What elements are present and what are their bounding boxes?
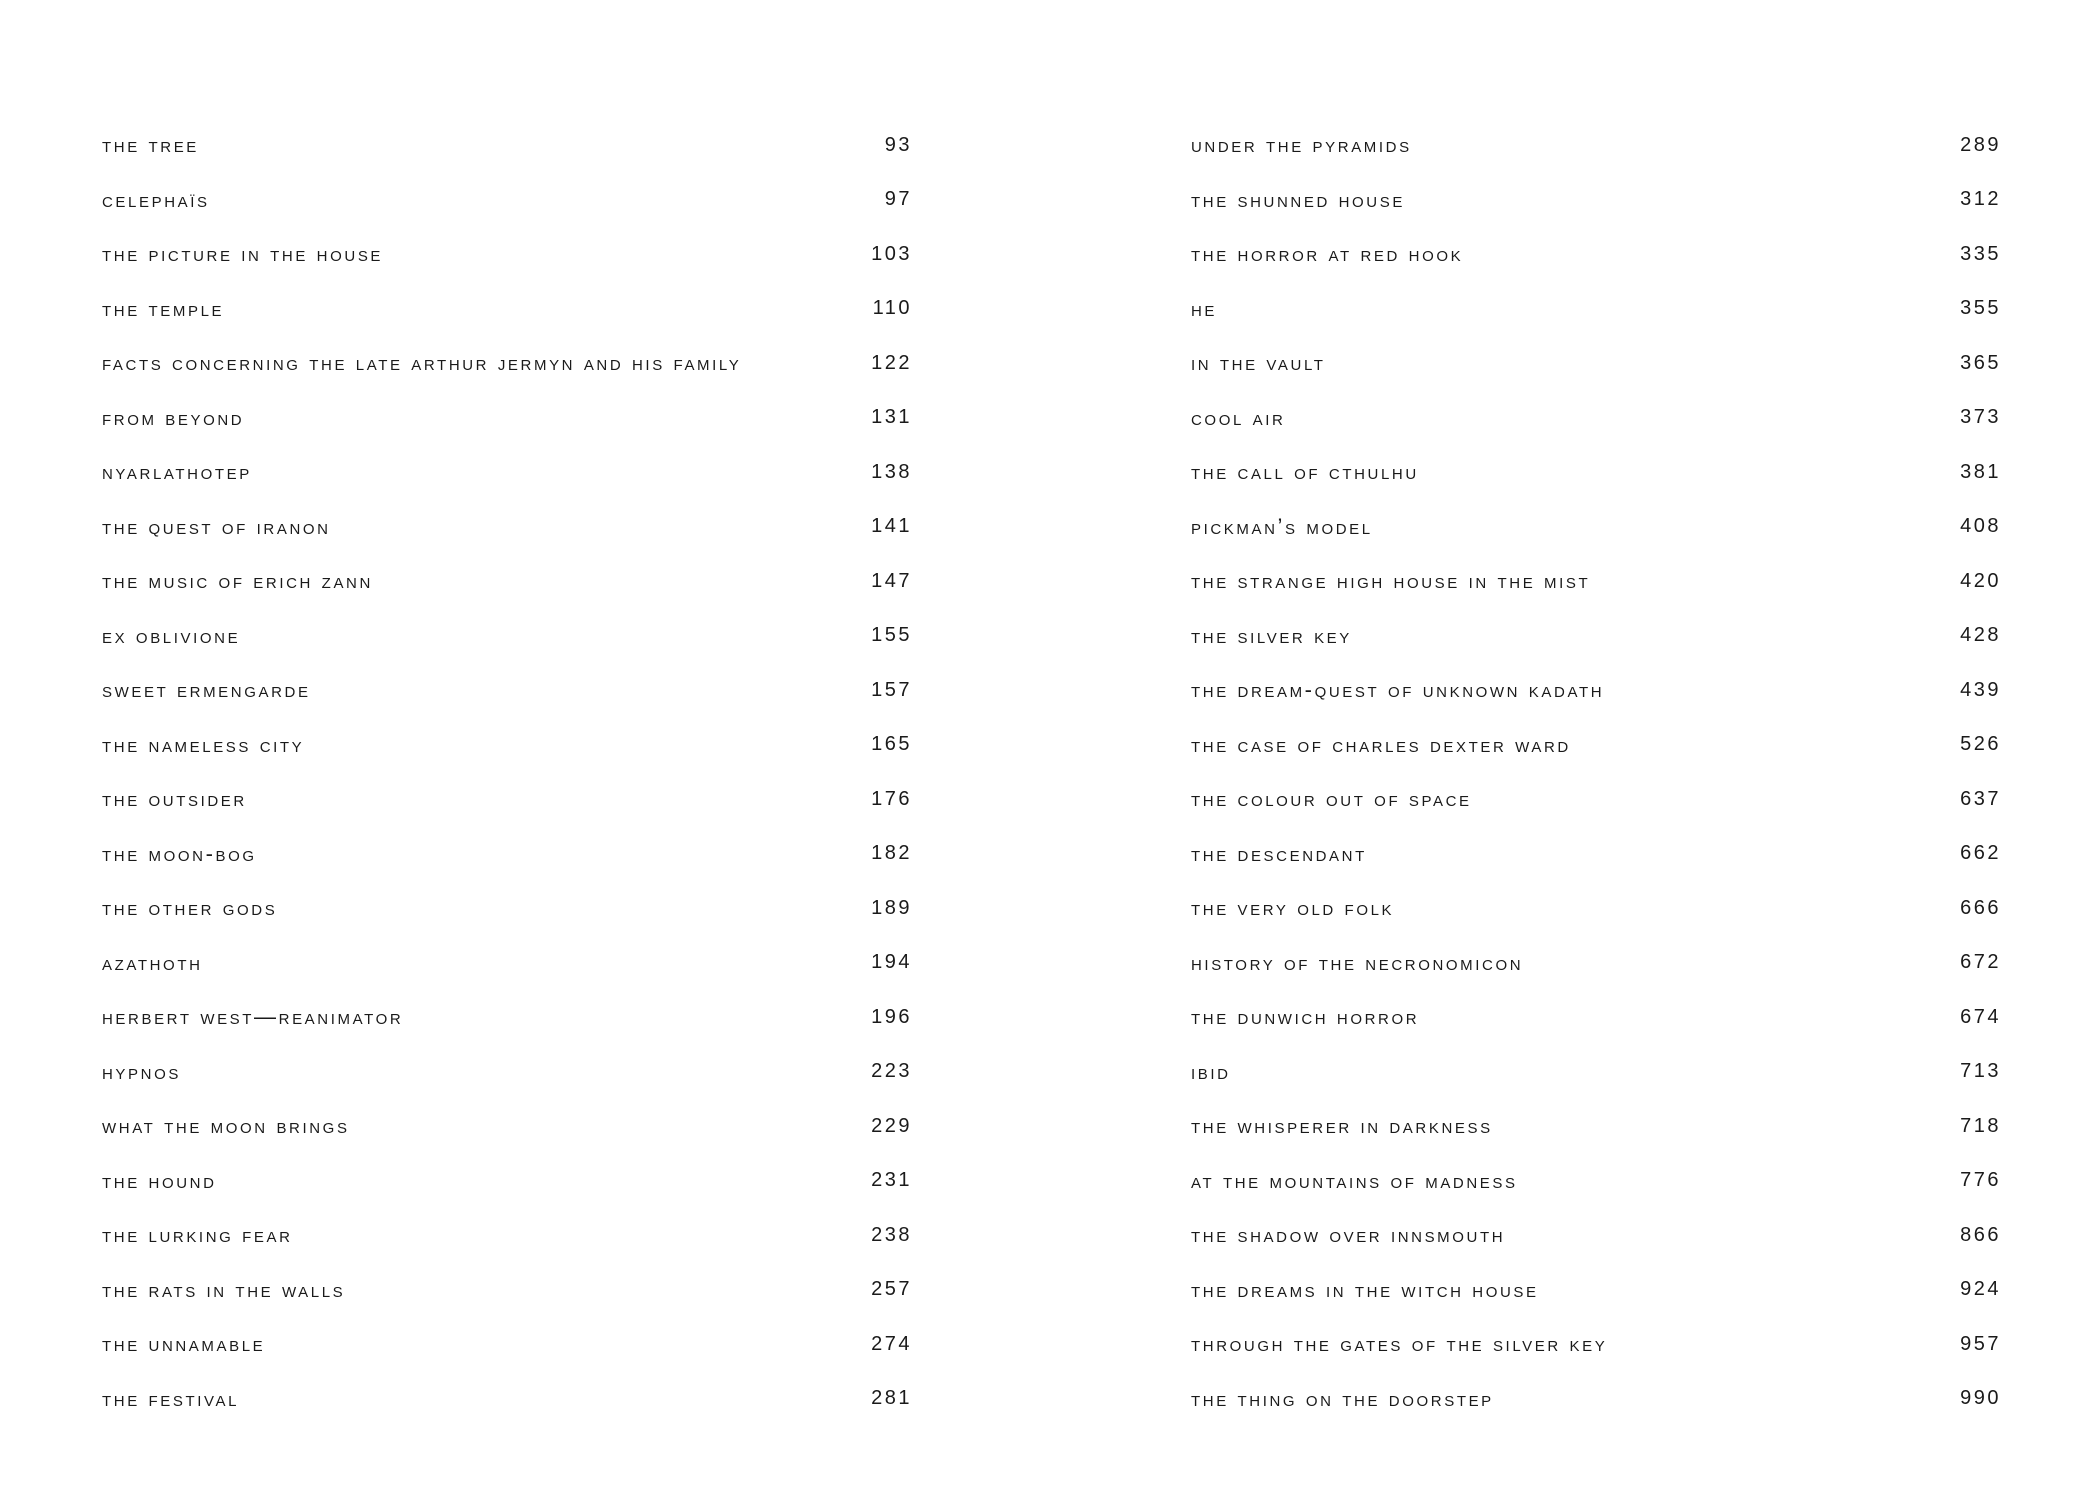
toc-entry-page-number: 274 — [871, 1332, 912, 1355]
toc-entry-page-number: 674 — [1960, 1005, 2001, 1028]
toc-entry[interactable] — [102, 227, 912, 282]
toc-entry-title: the dreams in the witch house — [1191, 1276, 1539, 1302]
toc-entry-page-number: 672 — [1960, 951, 2001, 974]
toc-entry-page-number: 141 — [871, 515, 912, 538]
toc-entry-page-number: 381 — [1960, 460, 2001, 483]
toc-entry-page-number: 281 — [871, 1387, 912, 1410]
toc-entry[interactable] — [1191, 772, 2001, 827]
toc-entry-title: the lurking fear — [102, 1222, 293, 1248]
toc-entry-title: the festival — [102, 1385, 240, 1411]
toc-entry[interactable] — [102, 663, 912, 718]
toc-entry-title: in the vault — [1191, 350, 1326, 376]
toc-entry[interactable] — [1191, 336, 2001, 391]
toc-entry-title: the other gods — [102, 895, 278, 921]
toc-left-column — [102, 118, 912, 1426]
toc-entry[interactable] — [1191, 445, 2001, 500]
toc-entry-page-number: 335 — [1960, 242, 2001, 265]
toc-entry[interactable] — [1191, 1208, 2001, 1263]
toc-entry-title: the music of erich zann — [102, 568, 373, 594]
toc-entry[interactable] — [102, 990, 912, 1045]
toc-entry[interactable] — [102, 1045, 912, 1100]
toc-entry-title: the unnamable — [102, 1331, 266, 1357]
toc-entry[interactable] — [1191, 990, 2001, 1045]
toc-entry-page-number: 373 — [1960, 406, 2001, 429]
toc-entry-title: the dream-quest of unknown kadath — [1191, 677, 1605, 703]
toc-entry-page-number: 231 — [871, 1169, 912, 1192]
toc-entry-title: the call of cthulhu — [1191, 459, 1419, 485]
toc-entry-title: under the pyramids — [1191, 132, 1412, 158]
toc-entry-title: hypnos — [102, 1058, 181, 1084]
toc-entry[interactable] — [102, 336, 912, 391]
toc-entry[interactable] — [102, 554, 912, 609]
toc-entry-title: nyarlathotep — [102, 459, 252, 485]
toc-entry-page-number: 355 — [1960, 297, 2001, 320]
toc-entry-title: the colour out of space — [1191, 786, 1472, 812]
toc-entry[interactable] — [102, 718, 912, 773]
toc-entry[interactable] — [1191, 1263, 2001, 1318]
toc-entry-page-number: 408 — [1960, 515, 2001, 538]
toc-entry[interactable] — [102, 173, 912, 228]
toc-entry-page-number: 93 — [884, 133, 912, 156]
toc-entry-title: the tree — [102, 132, 199, 158]
toc-entry-title: celephaïs — [102, 186, 210, 212]
toc-entry[interactable] — [1191, 663, 2001, 718]
toc-entry-page-number: 131 — [871, 406, 912, 429]
toc-entry-title: the case of charles dexter ward — [1191, 731, 1571, 757]
toc-entry-title: sweet ermengarde — [102, 677, 311, 703]
toc-entry-page-number: 662 — [1960, 842, 2001, 865]
toc-entry-page-number: 420 — [1960, 569, 2001, 592]
toc-entry[interactable] — [1191, 554, 2001, 609]
toc-entry-page-number: 637 — [1960, 787, 2001, 810]
toc-entry-title: the shadow over innsmouth — [1191, 1222, 1506, 1248]
toc-entry-title: azathoth — [102, 949, 203, 975]
toc-entry[interactable] — [1191, 1154, 2001, 1209]
toc-entry-title: the moon-bog — [102, 840, 257, 866]
toc-entry-page-number: 196 — [871, 1005, 912, 1028]
toc-entry[interactable] — [102, 118, 912, 173]
toc-entry-title: ex oblivione — [102, 622, 241, 648]
toc-entry-title: the very old folk — [1191, 895, 1395, 921]
toc-entry-page-number: 194 — [871, 951, 912, 974]
toc-entry-title: the whisperer in darkness — [1191, 1113, 1493, 1139]
toc-entry-page-number: 155 — [871, 624, 912, 647]
toc-entry-page-number: 176 — [871, 787, 912, 810]
toc-entry-title: cool air — [1191, 404, 1286, 430]
toc-entry-page-number: 103 — [871, 242, 912, 265]
toc-entry[interactable] — [102, 1154, 912, 1209]
toc-entry[interactable] — [1191, 1372, 2001, 1427]
toc-entry[interactable] — [102, 391, 912, 446]
toc-entry-page-number: 189 — [871, 896, 912, 919]
toc-entry-page-number: 957 — [1960, 1332, 2001, 1355]
toc-entry[interactable] — [102, 445, 912, 500]
toc-entry-page-number: 257 — [871, 1278, 912, 1301]
toc-entry[interactable] — [102, 1208, 912, 1263]
toc-entry-page-number: 365 — [1960, 351, 2001, 374]
toc-entry[interactable] — [1191, 500, 2001, 555]
toc-entry-title: the picture in the house — [102, 241, 384, 267]
toc-entry[interactable] — [102, 282, 912, 337]
toc-entry-page-number: 110 — [872, 297, 912, 320]
toc-entry[interactable] — [1191, 827, 2001, 882]
toc-entry-page-number: 776 — [1960, 1169, 2001, 1192]
toc-entry-page-number: 990 — [1960, 1387, 2001, 1410]
toc-entry-page-number: 718 — [1960, 1114, 2001, 1137]
toc-entry[interactable] — [1191, 282, 2001, 337]
toc-entry[interactable] — [1191, 881, 2001, 936]
toc-entry-page-number: 223 — [871, 1060, 912, 1083]
toc-entry-title: from beyond — [102, 404, 245, 430]
toc-entry-title: ibid — [1191, 1058, 1231, 1084]
toc-entry-title: the hound — [102, 1167, 217, 1193]
toc-entry-page-number: 866 — [1960, 1223, 2001, 1246]
toc-entry-page-number: 238 — [871, 1223, 912, 1246]
toc-entry-page-number: 122 — [871, 351, 912, 374]
toc-entry-page-number: 182 — [871, 842, 912, 865]
toc-entry-title: what the moon brings — [102, 1113, 350, 1139]
toc-entry-page-number: 229 — [871, 1114, 912, 1137]
toc-entry-page-number: 138 — [871, 460, 912, 483]
toc-entry[interactable] — [102, 500, 912, 555]
toc-entry-title: pickman’s model — [1191, 513, 1373, 539]
toc-entry-title: he — [1191, 295, 1218, 321]
toc-entry[interactable] — [102, 1317, 912, 1372]
toc-entry-title: herbert west—reanimator — [102, 1004, 404, 1030]
toc-entry-page-number: 439 — [1960, 678, 2001, 701]
toc-entry-page-number: 312 — [1960, 188, 2001, 211]
toc-entry[interactable] — [1191, 718, 2001, 773]
toc-entry-title: facts concerning the late arthur jermyn and his family — [102, 350, 742, 376]
toc-entry-title: the rats in the walls — [102, 1276, 346, 1302]
toc-entry[interactable] — [1191, 227, 2001, 282]
toc-entry[interactable] — [1191, 391, 2001, 446]
toc-right-column — [1191, 118, 2001, 1426]
toc-entry-page-number: 165 — [871, 733, 912, 756]
toc-entry-title: the descendant — [1191, 840, 1367, 866]
toc-entry[interactable] — [1191, 1317, 2001, 1372]
toc-entry-title: the horror at red hook — [1191, 241, 1464, 267]
toc-entry-title: the silver key — [1191, 622, 1352, 648]
toc-entry-title: the temple — [102, 295, 225, 321]
toc-entry-page-number: 97 — [884, 188, 912, 211]
toc-entry[interactable] — [1191, 118, 2001, 173]
toc-entry-title: the quest of iranon — [102, 513, 331, 539]
toc-entry[interactable] — [1191, 1099, 2001, 1154]
toc-entry-page-number: 147 — [871, 569, 912, 592]
toc-entry-page-number: 713 — [1960, 1060, 2001, 1083]
toc-entry[interactable] — [1191, 936, 2001, 991]
toc-entry-title: at the mountains of madness — [1191, 1167, 1518, 1193]
toc-entry-title: history of the necronomicon — [1191, 949, 1524, 975]
toc-entry-title: the dunwich horror — [1191, 1004, 1420, 1030]
toc-entry-page-number: 526 — [1960, 733, 2001, 756]
toc-entry[interactable] — [102, 1099, 912, 1154]
toc-entry-page-number: 666 — [1960, 896, 2001, 919]
toc-entry[interactable] — [1191, 173, 2001, 228]
toc-entry[interactable] — [102, 772, 912, 827]
toc-entry-title: the strange high house in the mist — [1191, 568, 1591, 594]
toc-entry[interactable] — [102, 827, 912, 882]
toc-entry-title: the nameless city — [102, 731, 305, 757]
toc-entry-page-number: 924 — [1960, 1278, 2001, 1301]
toc-entry-title: the outsider — [102, 786, 247, 812]
toc-entry[interactable] — [1191, 609, 2001, 664]
toc-entry-title: the shunned house — [1191, 186, 1405, 212]
toc-entry[interactable] — [102, 936, 912, 991]
toc-entry-title: the thing on the doorstep — [1191, 1385, 1494, 1411]
toc-entry[interactable] — [102, 881, 912, 936]
toc-entry-page-number: 157 — [871, 678, 912, 701]
toc-entry[interactable] — [1191, 1045, 2001, 1100]
toc-entry-page-number: 289 — [1960, 133, 2001, 156]
toc-entry-title: through the gates of the silver key — [1191, 1331, 1608, 1357]
toc-entry[interactable] — [102, 1263, 912, 1318]
toc-entry[interactable] — [102, 609, 912, 664]
toc-entry[interactable] — [102, 1372, 912, 1427]
toc-entry-page-number: 428 — [1960, 624, 2001, 647]
